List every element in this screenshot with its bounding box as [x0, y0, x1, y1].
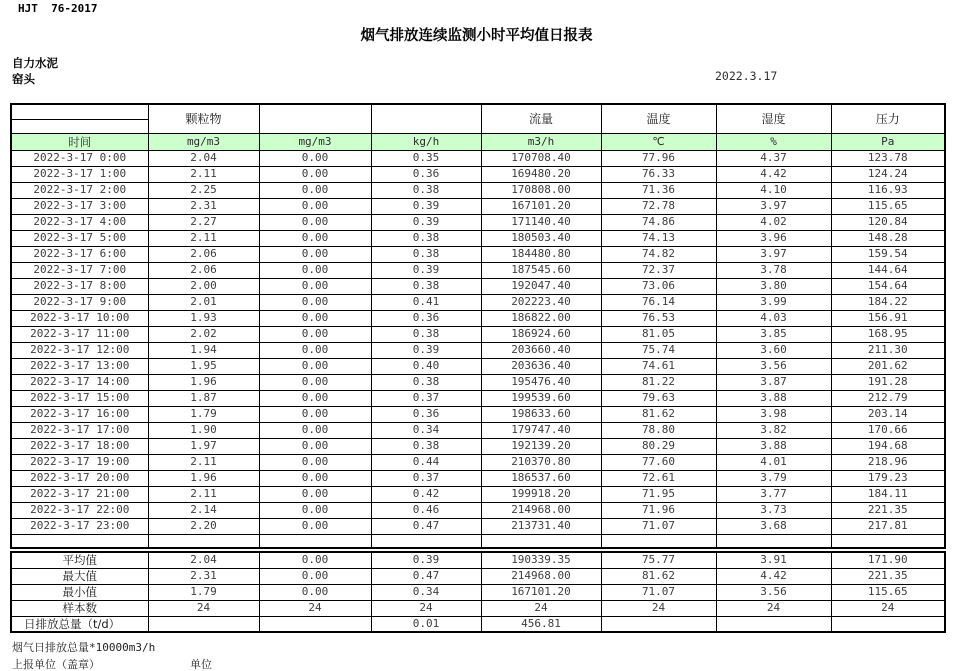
value-cell: 76.33	[601, 166, 716, 182]
value-cell: 0.36	[371, 310, 481, 326]
value-cell: 3.98	[716, 406, 831, 422]
value-cell: 0.39	[371, 198, 481, 214]
time-header-upper-cell	[11, 104, 148, 119]
value-cell: 0.00	[259, 358, 371, 374]
value-cell: 171.90	[831, 552, 945, 568]
value-cell: 212.79	[831, 390, 945, 406]
summary-label-cell: 日排放总量（t/d）	[11, 616, 148, 632]
table-row	[11, 502, 945, 518]
value-cell: 148.28	[831, 230, 945, 246]
value-cell: 71.96	[601, 502, 716, 518]
value-cell: 123.78	[831, 150, 945, 166]
time-cell: 2022-3-17 23:00	[11, 518, 148, 534]
value-cell: 0.38	[371, 374, 481, 390]
table-row	[11, 294, 945, 310]
value-cell: 71.95	[601, 486, 716, 502]
report-date: 2022.3.17	[715, 69, 778, 83]
data-table	[10, 103, 946, 549]
summary-row	[11, 568, 945, 584]
unit-mg-m3-2: mg/m3	[259, 133, 371, 150]
value-cell: 3.68	[716, 518, 831, 534]
value-cell: 0.00	[259, 470, 371, 486]
empty-cell	[371, 534, 481, 548]
value-cell: 2.00	[148, 278, 259, 294]
value-cell: 1.79	[148, 584, 259, 600]
value-cell: 24	[481, 600, 601, 616]
value-cell: 80.29	[601, 438, 716, 454]
value-cell: 0.00	[259, 422, 371, 438]
summary-row	[11, 616, 945, 632]
value-cell	[831, 616, 945, 632]
empty-cell	[716, 534, 831, 548]
value-cell: 4.03	[716, 310, 831, 326]
value-cell: 4.01	[716, 454, 831, 470]
value-cell: 191.28	[831, 374, 945, 390]
value-cell: 0.00	[259, 198, 371, 214]
value-cell: 0.34	[371, 422, 481, 438]
value-cell: 72.78	[601, 198, 716, 214]
value-cell: 72.37	[601, 262, 716, 278]
time-cell: 2022-3-17 15:00	[11, 390, 148, 406]
value-cell: 0.37	[371, 470, 481, 486]
value-cell: 3.85	[716, 326, 831, 342]
value-cell: 2.06	[148, 246, 259, 262]
value-cell: 24	[148, 600, 259, 616]
time-cell: 2022-3-17 20:00	[11, 470, 148, 486]
value-cell: 2.14	[148, 502, 259, 518]
value-cell: 0.00	[259, 230, 371, 246]
value-cell: 4.02	[716, 214, 831, 230]
value-cell: 184.11	[831, 486, 945, 502]
value-cell: 0.00	[259, 502, 371, 518]
value-cell: 221.35	[831, 568, 945, 584]
value-cell: 72.61	[601, 470, 716, 486]
time-cell: 2022-3-17 16:00	[11, 406, 148, 422]
value-cell: 3.97	[716, 198, 831, 214]
column-header-flow: 流量	[481, 104, 601, 133]
value-cell: 0.40	[371, 358, 481, 374]
value-cell: 218.96	[831, 454, 945, 470]
value-cell: 0.00	[259, 552, 371, 568]
value-cell: 115.65	[831, 198, 945, 214]
time-cell: 2022-3-17 14:00	[11, 374, 148, 390]
table-row	[11, 214, 945, 230]
value-cell: 2.06	[148, 262, 259, 278]
units-row	[11, 133, 945, 150]
summary-row	[11, 584, 945, 600]
value-cell: 0.39	[371, 552, 481, 568]
summary-label-cell: 样本数	[11, 600, 148, 616]
time-header-lower-cell	[11, 119, 148, 133]
value-cell: 0.38	[371, 246, 481, 262]
value-cell: 3.88	[716, 390, 831, 406]
value-cell: 214968.00	[481, 568, 601, 584]
value-cell: 3.56	[716, 584, 831, 600]
unit-pa: Pa	[831, 133, 945, 150]
empty-cell	[601, 534, 716, 548]
value-cell: 3.79	[716, 470, 831, 486]
table-row	[11, 326, 945, 342]
standard-code: HJT 76-2017	[18, 2, 98, 15]
value-cell: 186822.00	[481, 310, 601, 326]
summary-label-cell: 最大值	[11, 568, 148, 584]
table-row	[11, 422, 945, 438]
value-cell: 2.11	[148, 454, 259, 470]
value-cell: 71.07	[601, 518, 716, 534]
value-cell: 195476.40	[481, 374, 601, 390]
table-row	[11, 182, 945, 198]
table-row	[11, 310, 945, 326]
value-cell: 0.00	[259, 406, 371, 422]
value-cell: 186537.60	[481, 470, 601, 486]
value-cell: 187545.60	[481, 262, 601, 278]
time-cell: 2022-3-17 18:00	[11, 438, 148, 454]
value-cell: 201.62	[831, 358, 945, 374]
value-cell: 0.00	[259, 568, 371, 584]
value-cell: 24	[831, 600, 945, 616]
station-name: 窑头	[12, 72, 35, 86]
value-cell: 0.00	[259, 518, 371, 534]
value-cell: 1.95	[148, 358, 259, 374]
table-row	[11, 230, 945, 246]
value-cell: 0.38	[371, 182, 481, 198]
table-row	[11, 390, 945, 406]
value-cell: 81.62	[601, 406, 716, 422]
time-cell: 2022-3-17 11:00	[11, 326, 148, 342]
value-cell: 2.11	[148, 230, 259, 246]
value-cell: 3.80	[716, 278, 831, 294]
table-row	[11, 374, 945, 390]
value-cell: 0.00	[259, 342, 371, 358]
company-name: 自力水泥	[12, 56, 58, 70]
value-cell: 0.00	[259, 310, 371, 326]
value-cell: 0.00	[259, 294, 371, 310]
value-cell: 0.00	[259, 454, 371, 470]
value-cell: 2.11	[148, 486, 259, 502]
time-cell: 2022-3-17 13:00	[11, 358, 148, 374]
summary-row	[11, 552, 945, 568]
value-cell: 169480.20	[481, 166, 601, 182]
value-cell: 24	[259, 600, 371, 616]
value-cell: 0.36	[371, 166, 481, 182]
value-cell: 0.38	[371, 438, 481, 454]
value-cell: 198633.60	[481, 406, 601, 422]
column-header-blank-1	[259, 104, 371, 133]
value-cell: 0.38	[371, 326, 481, 342]
value-cell: 79.63	[601, 390, 716, 406]
value-cell: 1.97	[148, 438, 259, 454]
value-cell: 0.00	[259, 486, 371, 502]
column-header-humidity: 湿度	[716, 104, 831, 133]
value-cell: 1.96	[148, 470, 259, 486]
daily-total-footnote: 烟气日排放总量*10000m3/h	[12, 641, 156, 654]
value-cell: 1.96	[148, 374, 259, 390]
value-cell: 3.77	[716, 486, 831, 502]
value-cell: 203636.40	[481, 358, 601, 374]
value-cell	[259, 616, 371, 632]
value-cell: 0.39	[371, 214, 481, 230]
value-cell: 74.86	[601, 214, 716, 230]
value-cell: 194.68	[831, 438, 945, 454]
value-cell: 3.97	[716, 246, 831, 262]
value-cell: 167101.20	[481, 198, 601, 214]
table-row	[11, 406, 945, 422]
column-header-pressure: 压力	[831, 104, 945, 133]
value-cell: 81.22	[601, 374, 716, 390]
time-column-label: 时间	[11, 133, 148, 150]
value-cell: 81.62	[601, 568, 716, 584]
value-cell: 2.25	[148, 182, 259, 198]
value-cell: 0.00	[259, 166, 371, 182]
time-cell: 2022-3-17 22:00	[11, 502, 148, 518]
value-cell: 170808.00	[481, 182, 601, 198]
value-cell: 0.00	[259, 390, 371, 406]
value-cell: 3.56	[716, 358, 831, 374]
value-cell: 4.42	[716, 568, 831, 584]
empty-cell	[148, 534, 259, 548]
table-row	[11, 454, 945, 470]
value-cell: 3.60	[716, 342, 831, 358]
time-cell: 2022-3-17 12:00	[11, 342, 148, 358]
value-cell: 2.20	[148, 518, 259, 534]
value-cell: 124.24	[831, 166, 945, 182]
value-cell: 179.23	[831, 470, 945, 486]
value-cell: 75.74	[601, 342, 716, 358]
value-cell: 3.88	[716, 438, 831, 454]
unit-label: 单位	[190, 658, 212, 671]
column-header-temperature: 温度	[601, 104, 716, 133]
time-cell: 2022-3-17 3:00	[11, 198, 148, 214]
value-cell: 2.27	[148, 214, 259, 230]
value-cell: 74.82	[601, 246, 716, 262]
value-cell: 179747.40	[481, 422, 601, 438]
value-cell: 0.39	[371, 342, 481, 358]
value-cell: 78.80	[601, 422, 716, 438]
value-cell: 3.73	[716, 502, 831, 518]
value-cell: 159.54	[831, 246, 945, 262]
summary-label-cell: 平均值	[11, 552, 148, 568]
unit-kg-h: kg/h	[371, 133, 481, 150]
value-cell: 77.60	[601, 454, 716, 470]
value-cell: 115.65	[831, 584, 945, 600]
value-cell: 0.38	[371, 278, 481, 294]
value-cell: 4.37	[716, 150, 831, 166]
page-title: 烟气排放连续监测小时平均值日报表	[360, 28, 593, 44]
empty-cell	[11, 534, 148, 548]
value-cell: 0.36	[371, 406, 481, 422]
unit-percent: %	[716, 133, 831, 150]
time-cell: 2022-3-17 7:00	[11, 262, 148, 278]
value-cell	[601, 616, 716, 632]
value-cell: 0.00	[259, 150, 371, 166]
table-row	[11, 166, 945, 182]
empty-cell	[259, 534, 371, 548]
value-cell: 0.00	[259, 262, 371, 278]
table-row	[11, 150, 945, 166]
value-cell: 73.06	[601, 278, 716, 294]
value-cell: 0.39	[371, 262, 481, 278]
value-cell: 217.81	[831, 518, 945, 534]
empty-cell	[831, 534, 945, 548]
value-cell: 0.00	[259, 246, 371, 262]
time-cell: 2022-3-17 0:00	[11, 150, 148, 166]
value-cell: 0.00	[259, 374, 371, 390]
value-cell: 1.93	[148, 310, 259, 326]
value-cell: 0.46	[371, 502, 481, 518]
value-cell: 2.31	[148, 568, 259, 584]
value-cell: 3.82	[716, 422, 831, 438]
value-cell: 0.00	[259, 326, 371, 342]
value-cell: 4.10	[716, 182, 831, 198]
table-row	[11, 470, 945, 486]
value-cell: 120.84	[831, 214, 945, 230]
value-cell: 2.31	[148, 198, 259, 214]
value-cell: 3.91	[716, 552, 831, 568]
table-row	[11, 486, 945, 502]
value-cell: 203.14	[831, 406, 945, 422]
value-cell: 0.00	[259, 182, 371, 198]
value-cell: 81.05	[601, 326, 716, 342]
value-cell: 203660.40	[481, 342, 601, 358]
value-cell: 168.95	[831, 326, 945, 342]
value-cell: 456.81	[481, 616, 601, 632]
time-cell: 2022-3-17 21:00	[11, 486, 148, 502]
value-cell: 0.00	[259, 278, 371, 294]
value-cell: 192047.40	[481, 278, 601, 294]
value-cell: 71.07	[601, 584, 716, 600]
value-cell: 171140.40	[481, 214, 601, 230]
table-row	[11, 358, 945, 374]
value-cell: 0.42	[371, 486, 481, 502]
value-cell: 190339.35	[481, 552, 601, 568]
value-cell: 214968.00	[481, 502, 601, 518]
column-group-row	[11, 104, 945, 119]
column-header-particulate: 颗粒物	[148, 104, 259, 133]
time-cell: 2022-3-17 8:00	[11, 278, 148, 294]
unit-celsius: ℃	[601, 133, 716, 150]
value-cell: 77.96	[601, 150, 716, 166]
table-row	[11, 262, 945, 278]
value-cell: 71.36	[601, 182, 716, 198]
value-cell: 0.44	[371, 454, 481, 470]
value-cell: 24	[716, 600, 831, 616]
value-cell: 184480.80	[481, 246, 601, 262]
value-cell: 0.00	[259, 214, 371, 230]
value-cell: 2.11	[148, 166, 259, 182]
value-cell: 74.61	[601, 358, 716, 374]
value-cell: 170708.40	[481, 150, 601, 166]
empty-cell	[481, 534, 601, 548]
value-cell: 1.79	[148, 406, 259, 422]
value-cell: 180503.40	[481, 230, 601, 246]
value-cell: 186924.60	[481, 326, 601, 342]
value-cell: 0.47	[371, 568, 481, 584]
value-cell: 192139.20	[481, 438, 601, 454]
value-cell: 1.90	[148, 422, 259, 438]
value-cell: 0.47	[371, 518, 481, 534]
value-cell: 3.96	[716, 230, 831, 246]
value-cell: 74.13	[601, 230, 716, 246]
value-cell: 76.53	[601, 310, 716, 326]
value-cell: 24	[371, 600, 481, 616]
time-cell: 2022-3-17 2:00	[11, 182, 148, 198]
time-cell: 2022-3-17 19:00	[11, 454, 148, 470]
value-cell: 199918.20	[481, 486, 601, 502]
summary-table	[10, 551, 946, 633]
value-cell: 0.00	[259, 584, 371, 600]
empty-row	[11, 534, 945, 548]
time-cell: 2022-3-17 17:00	[11, 422, 148, 438]
value-cell: 116.93	[831, 182, 945, 198]
value-cell: 3.87	[716, 374, 831, 390]
value-cell: 2.01	[148, 294, 259, 310]
value-cell: 2.04	[148, 552, 259, 568]
value-cell: 210370.80	[481, 454, 601, 470]
table-row	[11, 518, 945, 534]
unit-mg-m3-1: mg/m3	[148, 133, 259, 150]
value-cell: 170.66	[831, 422, 945, 438]
value-cell: 0.37	[371, 390, 481, 406]
reporting-unit-label: 上报单位（盖章）	[12, 658, 100, 671]
value-cell: 0.38	[371, 230, 481, 246]
value-cell: 75.77	[601, 552, 716, 568]
value-cell: 154.64	[831, 278, 945, 294]
value-cell: 211.30	[831, 342, 945, 358]
value-cell: 221.35	[831, 502, 945, 518]
value-cell	[716, 616, 831, 632]
time-cell: 2022-3-17 9:00	[11, 294, 148, 310]
time-cell: 2022-3-17 5:00	[11, 230, 148, 246]
value-cell: 24	[601, 600, 716, 616]
unit-m3-h: m3/h	[481, 133, 601, 150]
value-cell: 1.87	[148, 390, 259, 406]
value-cell: 156.91	[831, 310, 945, 326]
table-row	[11, 438, 945, 454]
value-cell: 3.99	[716, 294, 831, 310]
value-cell: 213731.40	[481, 518, 601, 534]
value-cell: 184.22	[831, 294, 945, 310]
column-header-blank-2	[371, 104, 481, 133]
time-cell: 2022-3-17 1:00	[11, 166, 148, 182]
value-cell: 199539.60	[481, 390, 601, 406]
value-cell: 0.01	[371, 616, 481, 632]
table-row	[11, 278, 945, 294]
table-row	[11, 246, 945, 262]
value-cell: 144.64	[831, 262, 945, 278]
value-cell: 2.04	[148, 150, 259, 166]
value-cell	[148, 616, 259, 632]
table-row	[11, 342, 945, 358]
value-cell: 0.41	[371, 294, 481, 310]
value-cell: 0.00	[259, 438, 371, 454]
time-cell: 2022-3-17 6:00	[11, 246, 148, 262]
value-cell: 0.35	[371, 150, 481, 166]
value-cell: 2.02	[148, 326, 259, 342]
summary-row	[11, 600, 945, 616]
summary-label-cell: 最小值	[11, 584, 148, 600]
value-cell: 3.78	[716, 262, 831, 278]
table-row	[11, 198, 945, 214]
value-cell: 1.94	[148, 342, 259, 358]
value-cell: 76.14	[601, 294, 716, 310]
value-cell: 202223.40	[481, 294, 601, 310]
time-cell: 2022-3-17 10:00	[11, 310, 148, 326]
value-cell: 4.42	[716, 166, 831, 182]
value-cell: 167101.20	[481, 584, 601, 600]
time-cell: 2022-3-17 4:00	[11, 214, 148, 230]
value-cell: 0.34	[371, 584, 481, 600]
